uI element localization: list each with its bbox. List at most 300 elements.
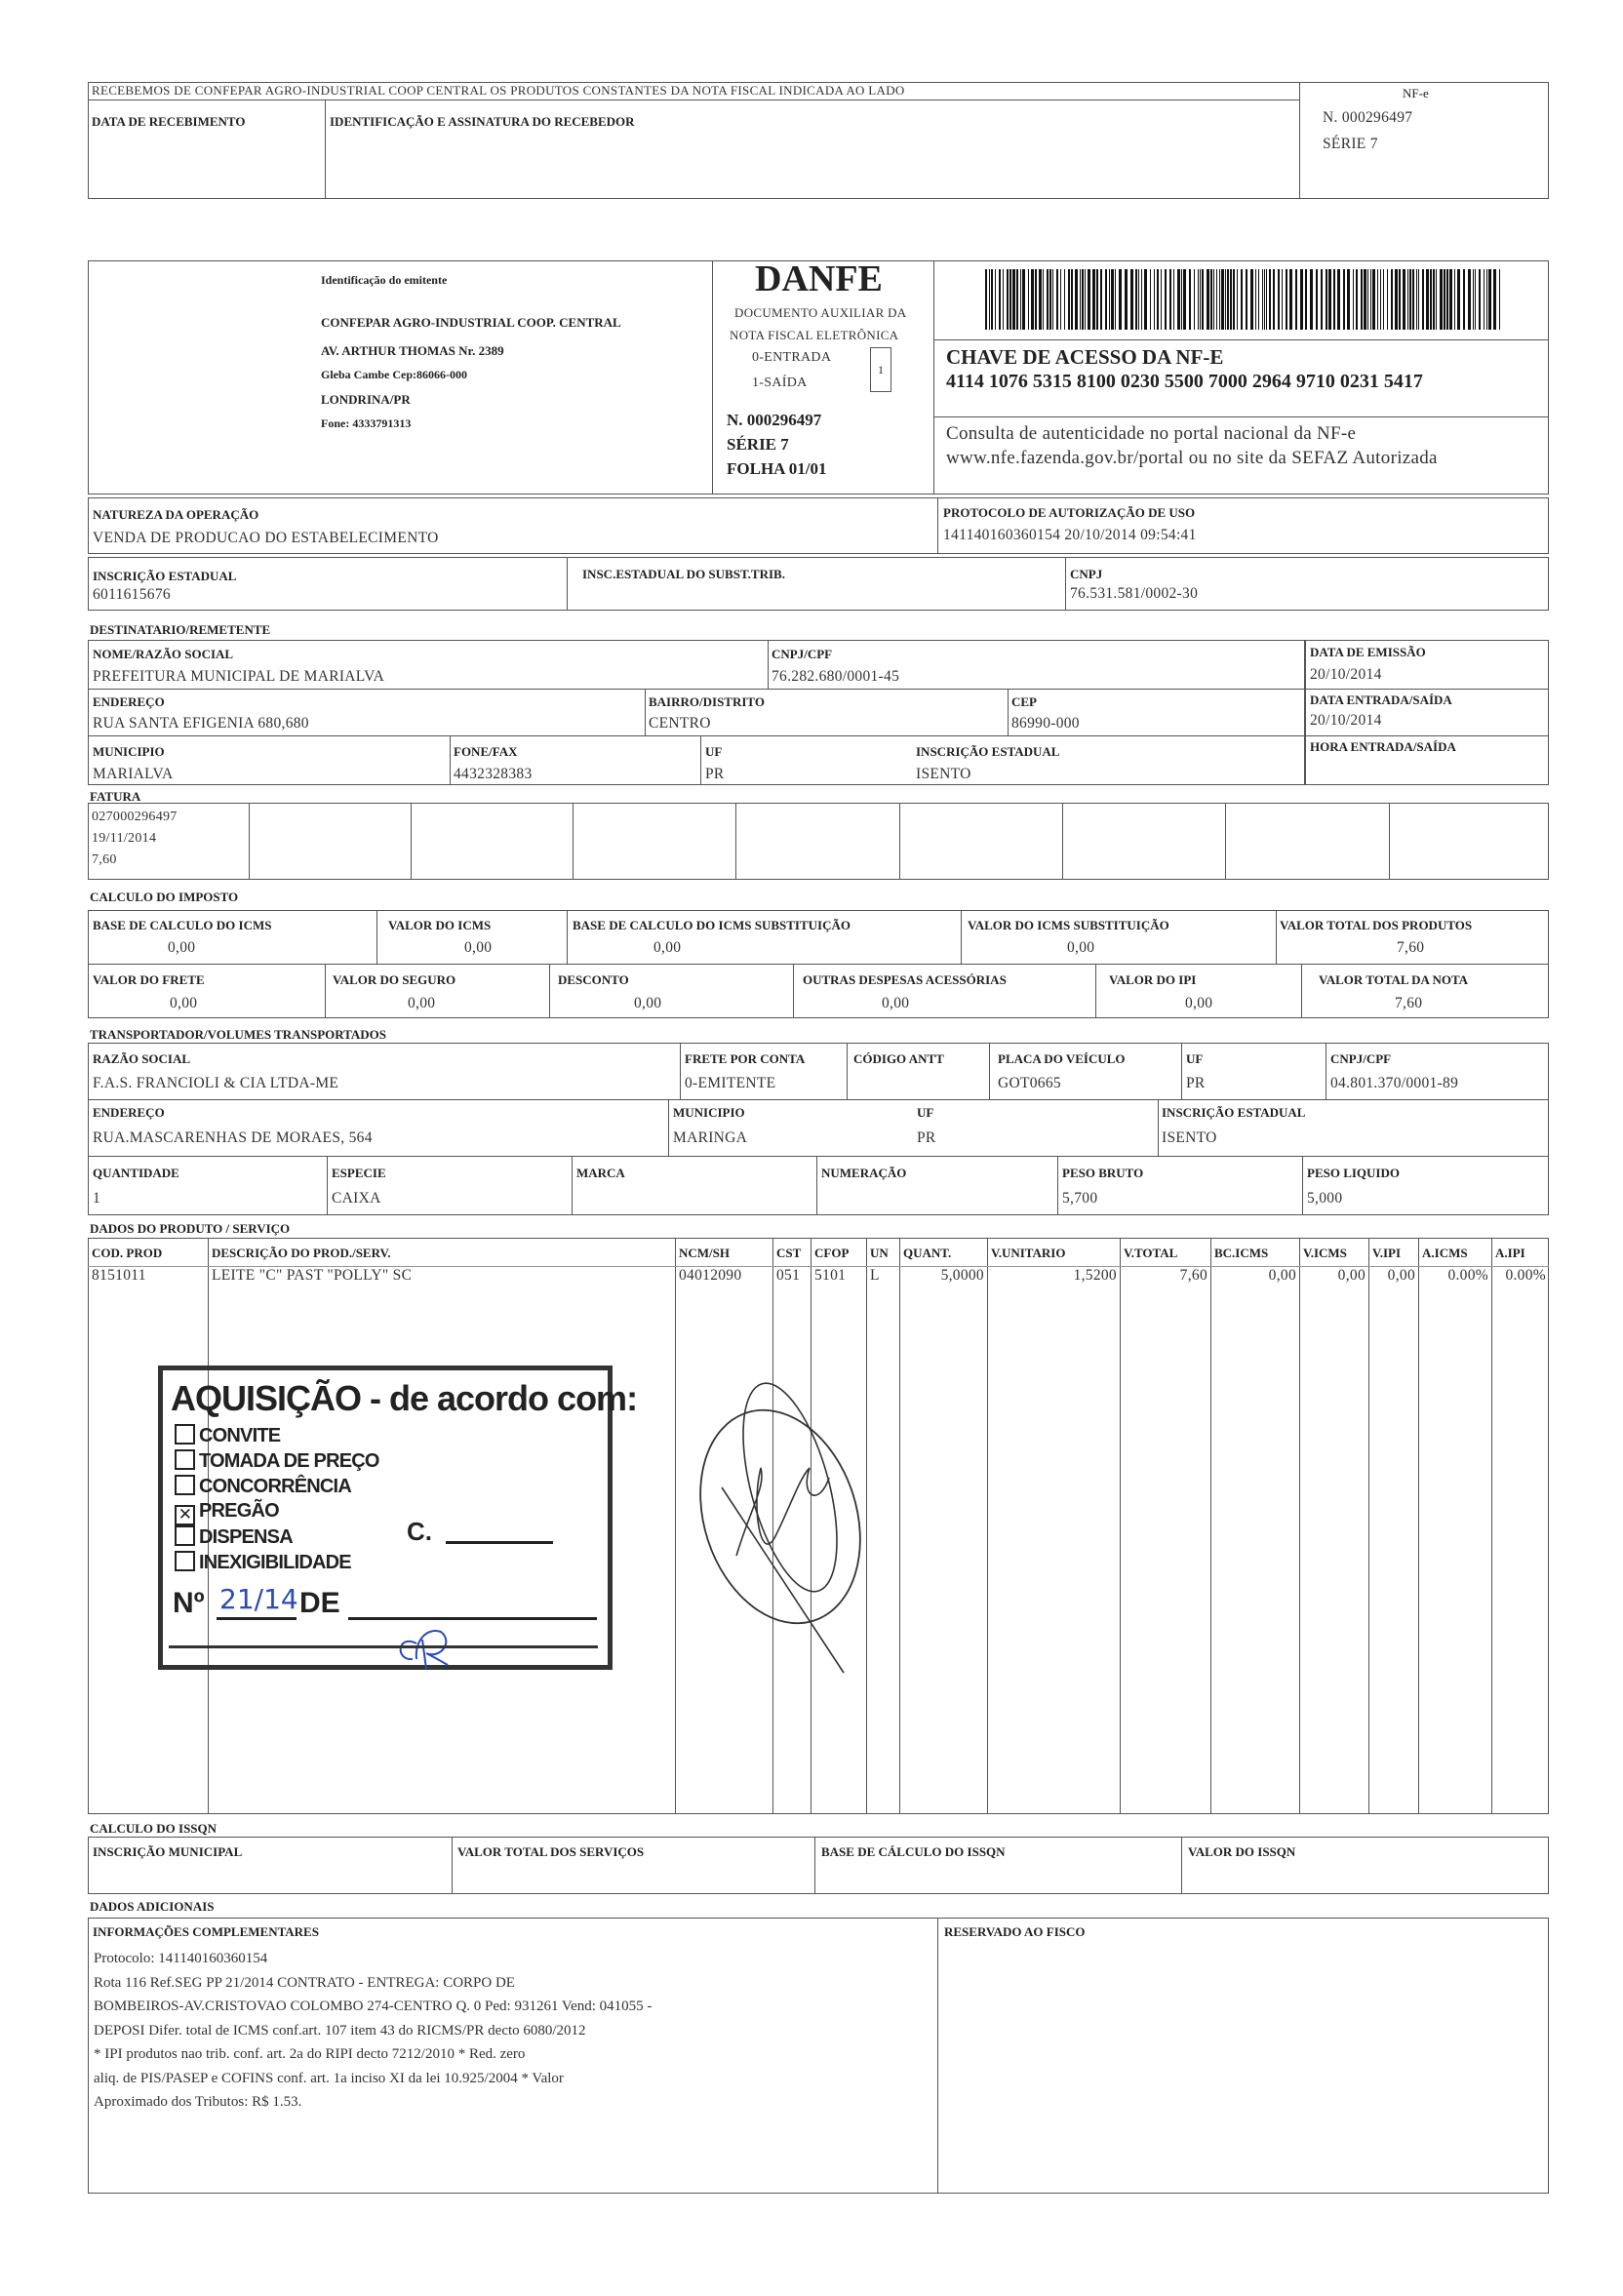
column-header: CST <box>776 1246 802 1260</box>
invoice-total: 7,60 <box>1395 995 1423 1011</box>
divider <box>411 803 412 880</box>
barcode-bar <box>1395 269 1398 330</box>
column-divider <box>899 1238 900 1814</box>
divider <box>768 640 769 689</box>
gross-weight: 5,700 <box>1062 1190 1098 1207</box>
barcode-bar <box>1169 269 1171 330</box>
issqn-base-label: BASE DE CÁLCULO DO ISSQN <box>821 1844 1006 1859</box>
receiver-signature-label: IDENTIFICAÇÃO E ASSINATURA DO RECEBEDOR <box>330 114 635 129</box>
registration-row <box>88 557 1549 611</box>
divider <box>668 1099 669 1156</box>
column-divider <box>987 1238 988 1814</box>
barcode-bar <box>1353 269 1354 330</box>
checkbox-icon <box>175 1475 195 1495</box>
barcode-bar <box>1150 269 1151 330</box>
divider <box>1158 1099 1159 1156</box>
divider <box>1305 640 1306 785</box>
barcode-bar <box>1221 269 1224 330</box>
stamp-number-line <box>217 1617 297 1620</box>
divider <box>1062 803 1063 880</box>
barcode-bar <box>1372 269 1375 330</box>
barcode-bar <box>1100 269 1102 330</box>
divider <box>1299 82 1300 199</box>
barcode-bar <box>1422 269 1424 330</box>
barcode-bar <box>1227 269 1229 330</box>
column-header: UN <box>870 1246 889 1260</box>
icms-st-value: 0,00 <box>1067 939 1095 956</box>
stamp-title: AQUISIÇÃO - de acordo com: <box>171 1378 638 1418</box>
stamp-option <box>175 1500 279 1525</box>
barcode-bar <box>1449 269 1452 330</box>
freight-payer: 0-EMITENTE <box>685 1075 776 1091</box>
barcode-bar <box>1286 269 1287 330</box>
column-divider <box>1120 1238 1121 1814</box>
barcode-bar <box>1194 269 1195 330</box>
freight-label: VALOR DO FRETE <box>93 972 205 987</box>
icms-base: 0,00 <box>168 939 196 956</box>
divider <box>1065 557 1066 611</box>
barcode-bar <box>995 269 996 330</box>
barcode-bar <box>991 269 993 330</box>
column-divider <box>1418 1238 1419 1814</box>
tax-section-title: CALCULO DO IMPOSTO <box>90 890 239 904</box>
divider <box>327 1156 328 1215</box>
barcode-bar <box>1207 269 1209 330</box>
issuer-name: CONFEPAR AGRO-INDUSTRIAL COOP. CENTRAL <box>321 315 621 330</box>
icms-value: 0,00 <box>464 939 493 956</box>
divider <box>1302 1156 1303 1215</box>
stamp-option-label: INEXIGIBILIDADE <box>199 1552 351 1573</box>
recipient-uf: PR <box>705 766 725 782</box>
barcode-bar <box>1135 269 1137 330</box>
recipient-district-label: BAIRRO/DISTRITO <box>649 694 765 709</box>
barcode-bar <box>1488 269 1491 330</box>
barcode-bar <box>1060 269 1061 330</box>
insurance: 0,00 <box>408 995 436 1011</box>
barcode-bar <box>1022 269 1025 330</box>
operation-nature: VENDA DE PRODUCAO DO ESTABELECIMENTO <box>93 530 439 546</box>
barcode-bar <box>1075 269 1078 330</box>
column-header: QUANT. <box>903 1246 952 1260</box>
barcode-bar <box>1115 269 1116 330</box>
barcode-bar <box>1125 269 1128 330</box>
antt-code-label: CÓDIGO ANTT <box>853 1051 944 1066</box>
barcode-bar <box>1183 269 1186 330</box>
column-divider <box>675 1238 676 1814</box>
divider <box>700 735 701 785</box>
barcode-bar <box>1246 269 1247 330</box>
products-total-label: VALOR TOTAL DOS PRODUTOS <box>1280 918 1473 932</box>
barcode-bar <box>1177 269 1180 330</box>
barcode-bar <box>1316 269 1318 330</box>
barcode-bar <box>1035 269 1037 330</box>
plate: GOT0665 <box>998 1075 1061 1091</box>
barcode-bar <box>1154 269 1155 330</box>
st-registration-label: INSC.ESTADUAL DO SUBST.TRIB. <box>582 567 785 581</box>
divider <box>549 964 550 1018</box>
divider <box>816 1156 817 1215</box>
stamp-c-label: C. <box>407 1517 432 1546</box>
barcode-bar <box>1007 269 1009 330</box>
barcode-bar <box>1047 269 1049 330</box>
column-divider <box>1368 1238 1369 1814</box>
stamp-option-label: TOMADA DE PREÇO <box>199 1450 379 1472</box>
recipient-district: CENTRO <box>649 715 711 732</box>
column-header: A.IPI <box>1495 1246 1525 1260</box>
recipient-cnpj-label: CNPJ/CPF <box>772 647 833 661</box>
barcode-bar <box>1444 269 1445 330</box>
carrier-uf: PR <box>1186 1075 1206 1091</box>
recipient-address: RUA SANTA EFIGENIA 680,680 <box>93 715 309 732</box>
stamp-number-label: Nº <box>173 1587 205 1619</box>
authorization-protocol-label: PROTOCOLO DE AUTORIZAÇÃO DE USO <box>943 505 1196 520</box>
barcode-bar <box>1071 269 1073 330</box>
table-cell: 04012090 <box>679 1267 742 1284</box>
barcode-bar <box>1305 269 1307 330</box>
barcode-bar <box>1255 269 1256 330</box>
barcode-bar <box>1430 269 1432 330</box>
quantity-label: QUANTIDADE <box>93 1166 179 1180</box>
divider <box>1276 910 1277 964</box>
issue-date-label: DATA DE EMISSÃO <box>1310 645 1426 659</box>
access-key-value: 4114 1076 5315 8100 0230 5500 7000 2964 9710 0231 5417 <box>946 371 1423 392</box>
icms-st-base-label: BASE DE CALCULO DO ICMS SUBSTITUIÇÃO <box>573 918 851 932</box>
freight-payer-label: FRETE POR CONTA <box>685 1051 806 1066</box>
barcode-bar <box>1085 269 1086 330</box>
barcode-bar <box>1486 269 1487 330</box>
divider <box>645 689 646 736</box>
species: CAIXA <box>332 1190 381 1207</box>
divider <box>961 910 962 964</box>
carrier-cnpj: 04.801.370/0001-89 <box>1330 1075 1459 1091</box>
table-cell: 7,60 <box>1179 1267 1207 1284</box>
stamp-option-label: DISPENSA <box>199 1526 293 1548</box>
barcode-bar <box>1468 269 1471 330</box>
stamp-date-label: DE <box>299 1587 340 1619</box>
barcode-bar <box>1454 269 1455 330</box>
barcode-bar <box>1412 269 1414 330</box>
stamp-option <box>175 1449 379 1473</box>
barcode-bar <box>1233 269 1235 330</box>
nfe-label: NF-e <box>1403 86 1429 100</box>
barcode-bar <box>1020 269 1021 330</box>
barcode-bar <box>1264 269 1265 330</box>
divider <box>572 1156 573 1215</box>
recipient-phone-label: FONE/FAX <box>454 744 518 759</box>
barcode-bar <box>1130 269 1133 330</box>
barcode-bar <box>1383 269 1384 330</box>
barcode-bar <box>1198 269 1199 330</box>
barcode-bar <box>1269 269 1271 330</box>
barcode-bar <box>1237 269 1238 330</box>
divider <box>937 1918 938 2194</box>
table-cell: 8151011 <box>92 1267 146 1284</box>
barcode-bar <box>1109 269 1110 330</box>
entry-date-label: DATA ENTRADA/SAÍDA <box>1310 693 1452 707</box>
barcode-bar <box>1343 269 1345 330</box>
checkbox-icon <box>175 1551 195 1571</box>
other-expenses-label: OUTRAS DESPESAS ACESSÓRIAS <box>803 972 1007 987</box>
barcode-bar <box>1189 269 1191 330</box>
column-divider <box>1210 1238 1211 1814</box>
barcode-bar <box>1387 269 1388 330</box>
stamp-date-line <box>348 1617 597 1620</box>
other-expenses: 0,00 <box>882 995 910 1011</box>
products-total: 7,60 <box>1397 939 1425 956</box>
barcode-bar <box>1446 269 1448 330</box>
barcode-bar <box>1377 269 1378 330</box>
discount-label: DESCONTO <box>558 972 629 987</box>
divider <box>573 803 574 880</box>
barcode-bar <box>1457 269 1460 330</box>
barcode-bar <box>1407 269 1408 330</box>
barcode-bar <box>1064 269 1065 330</box>
divider <box>325 964 326 1018</box>
column-header: A.ICMS <box>1422 1246 1468 1260</box>
stamp-c-line <box>446 1541 553 1544</box>
column-header: COD. PROD <box>92 1246 163 1260</box>
recipient-ie: ISENTO <box>916 766 971 782</box>
divider <box>376 910 377 964</box>
ipi-value-label: VALOR DO IPI <box>1109 972 1197 987</box>
info-line: BOMBEIROS-AV.CRISTOVAO COLOMBO 274-CENTRO Q. 0 Ped: 931261 Vend: 041055 - <box>94 1999 653 2014</box>
divider <box>712 260 713 495</box>
danfe-entrada: 0-ENTRADA <box>752 350 832 365</box>
barcode-bar <box>1328 269 1331 330</box>
info-line: Rota 116 Ref.SEG PP 21/2014 CONTRATO - ENTREGA: CORPO DE <box>94 1974 515 1991</box>
issuer-label: Identificação do emitente <box>321 273 448 287</box>
access-key-label: CHAVE DE ACESSO DA NF-E <box>946 345 1224 369</box>
barcode-bar <box>1092 269 1095 330</box>
recipient-name: PREFEITURA MUNICIPAL DE MARIALVA <box>93 668 385 685</box>
invoice-amount: 7,60 <box>92 852 117 867</box>
carrier-address: RUA.MASCARENHAS DE MORAES, 564 <box>93 1129 373 1146</box>
barcode-bar <box>1049 269 1051 330</box>
divider <box>452 1837 453 1894</box>
table-cell: 5101 <box>814 1267 847 1284</box>
column-header: CFOP <box>814 1246 850 1260</box>
barcode-bar <box>1403 269 1405 330</box>
checkbox-icon <box>175 1424 195 1445</box>
barcode-bar <box>1479 269 1481 330</box>
barcode-bar <box>1173 269 1174 330</box>
barcode-bar <box>1426 269 1429 330</box>
column-header: V.TOTAL <box>1124 1246 1178 1260</box>
recipient-cnpj: 76.282.680/0001-45 <box>772 668 900 685</box>
table-cell: 0,00 <box>1337 1267 1366 1284</box>
divider <box>567 910 568 964</box>
issuer-district: Gleba Cambe Cep:86066-000 <box>321 368 467 381</box>
recipient-uf-label: UF <box>705 744 723 759</box>
gross-weight-label: PESO BRUTO <box>1062 1166 1144 1180</box>
entry-date: 20/10/2014 <box>1310 712 1382 729</box>
table-cell: 1,5200 <box>1073 1267 1117 1284</box>
table-cell: 0.00% <box>1447 1267 1488 1284</box>
barcode-bar <box>1210 269 1212 330</box>
barcode-bar <box>1241 269 1243 330</box>
receipt-nf-number: N. 000296497 <box>1323 109 1413 126</box>
recipient-cep: 86990-000 <box>1011 715 1080 732</box>
table-cell: 5,0000 <box>940 1267 984 1284</box>
barcode-bar <box>1043 269 1044 330</box>
barcode-bar <box>1333 269 1335 330</box>
barcode-bar <box>1367 269 1368 330</box>
barcode-bar <box>1266 269 1267 330</box>
danfe-title: DANFE <box>755 258 883 299</box>
barcode-bar <box>1161 269 1162 330</box>
barcode-bar <box>1250 269 1253 330</box>
barcode-bar <box>1370 269 1371 330</box>
invoice-block <box>88 803 1549 880</box>
danfe-subtitle-2: NOTA FISCAL ELETRÔNICA <box>730 328 899 342</box>
barcode-bar <box>1105 269 1107 330</box>
barcode-bar <box>1225 269 1226 330</box>
insurance-label: VALOR DO SEGURO <box>333 972 456 987</box>
barcode-bar <box>1138 269 1139 330</box>
handwritten-signature <box>683 1361 878 1682</box>
divider <box>814 1837 815 1894</box>
recipient-city-label: MUNICIPIO <box>93 744 165 759</box>
divider <box>1095 964 1096 1018</box>
barcode-bar <box>1213 269 1214 330</box>
invoice-due-date: 19/11/2014 <box>92 831 157 846</box>
barcode-bar <box>1356 269 1358 330</box>
issqn-value-label: VALOR DO ISSQN <box>1188 1844 1296 1859</box>
divider <box>1181 1837 1182 1894</box>
barcode-bar <box>1096 269 1098 330</box>
issue-date: 20/10/2014 <box>1310 666 1382 683</box>
entry-time-label: HORA ENTRADA/SAÍDA <box>1310 739 1456 754</box>
info-line: Protocolo: 141140160360154 <box>94 1951 268 1966</box>
barcode-bar <box>1230 269 1232 330</box>
barcode-bar <box>1347 269 1350 330</box>
stamp-option <box>175 1475 351 1498</box>
stamp-option-label: CONCORRÊNCIA <box>199 1476 351 1497</box>
divider <box>450 735 451 785</box>
barcode-bar <box>1310 269 1313 330</box>
barcode-bar <box>1473 269 1474 330</box>
danfe-folha: FOLHA 01/01 <box>727 459 827 478</box>
stamp-option-label: PREGÃO <box>199 1500 279 1522</box>
carrier-uf-label: UF <box>1186 1051 1204 1066</box>
barcode-bar <box>1080 269 1081 330</box>
barcode-bar <box>1440 269 1443 330</box>
barcode-bar <box>1141 269 1142 330</box>
barcode-bar <box>1463 269 1465 330</box>
operation-nature-label: NATUREZA DA OPERAÇÃO <box>93 507 259 522</box>
issqn-section-title: CALCULO DO ISSQN <box>90 1821 218 1836</box>
column-header: BC.ICMS <box>1214 1246 1269 1260</box>
danfe-subtitle-1: DOCUMENTO AUXILIAR DA <box>734 305 907 320</box>
freight: 0,00 <box>170 995 198 1011</box>
invoice-total-label: VALOR TOTAL DA NOTA <box>1319 972 1469 987</box>
checkbox-icon <box>175 1449 195 1470</box>
barcode-bar <box>1088 269 1090 330</box>
recipient-ie-label: INSCRIÇÃO ESTADUAL <box>916 744 1060 759</box>
ipi-value: 0,00 <box>1185 995 1213 1011</box>
barcode-bar <box>989 269 990 330</box>
barcode-bar <box>1031 269 1034 330</box>
column-divider <box>1299 1238 1300 1814</box>
barcode-bar <box>1337 269 1340 330</box>
danfe-saida: 1-SAÍDA <box>752 376 808 390</box>
barcode-bar <box>1361 269 1363 330</box>
transport-section-title: TRANSPORTADOR/VOLUMES TRANSPORTADOS <box>90 1027 387 1042</box>
barcode-bar <box>1200 269 1201 330</box>
icms-st-value-label: VALOR DO ICMS SUBSTITUIÇÃO <box>968 918 1169 932</box>
barcode-bar <box>1300 269 1303 330</box>
divider <box>1008 689 1009 736</box>
barcode-bar <box>985 269 987 330</box>
barcode-bar <box>1418 269 1419 330</box>
barcode-bar <box>1028 269 1029 330</box>
recipient-section-title: DESTINATARIO/REMETENTE <box>90 622 271 637</box>
net-weight: 5,000 <box>1307 1190 1343 1207</box>
barcode-bar <box>1262 269 1263 330</box>
barcode-bar <box>1391 269 1393 330</box>
barcode-bar <box>1436 269 1437 330</box>
net-weight-label: PESO LIQUIDO <box>1307 1166 1400 1180</box>
stamp-option-label: CONVITE <box>199 1425 281 1446</box>
info-line: DEPOSI Difer. total de ICMS conf.art. 107 item 43 do RICMS/PR decto 6080/2012 <box>94 2022 586 2039</box>
services-total-label: VALOR TOTAL DOS SERVIÇOS <box>457 1844 645 1859</box>
column-header: NCM/SH <box>679 1246 730 1260</box>
divider <box>325 99 326 199</box>
state-registration: 6011615676 <box>93 586 171 603</box>
issuer-address: AV. ARTHUR THOMAS Nr. 2389 <box>321 343 504 358</box>
stamp-option <box>175 1424 280 1447</box>
divider <box>567 557 568 611</box>
barcode-bar <box>1282 269 1283 330</box>
barcode-bar <box>1202 269 1204 330</box>
divider <box>937 497 938 554</box>
column-header: V.IPI <box>1372 1246 1402 1260</box>
divider <box>1225 803 1226 880</box>
carrier-address-label: ENDEREÇO <box>93 1105 165 1120</box>
table-cell: 0,00 <box>1387 1267 1415 1284</box>
plate-label: PLACA DO VEÍCULO <box>998 1051 1126 1066</box>
receipt-header: RECEBEMOS DE CONFEPAR AGRO-INDUSTRIAL COOP CENTRAL OS PRODUTOS CONSTANTES DA NOTA FISCAL INDICADA AO LADO <box>92 83 905 98</box>
divider <box>793 964 794 1018</box>
divider <box>899 803 900 880</box>
checkbox-icon <box>175 1525 195 1546</box>
divider <box>1301 964 1302 1018</box>
info-line: * IPI produtos nao trib. conf. art. 2a do RIPI decto 7212/2010 * Red. zero <box>94 2046 526 2062</box>
barcode-bar <box>1416 269 1417 330</box>
barcode-bar <box>1068 269 1070 330</box>
barcode <box>985 269 1502 330</box>
issuer-cnpj-label: CNPJ <box>1070 567 1103 581</box>
table-cell: 0.00% <box>1505 1267 1546 1284</box>
carrier-name: F.A.S. FRANCIOLI & CIA LTDA-ME <box>93 1075 339 1091</box>
barcode-bar <box>999 269 1001 330</box>
fisco-reserved-label: RESERVADO AO FISCO <box>944 1924 1086 1939</box>
barcode-bar <box>1016 269 1018 330</box>
divider <box>1389 803 1390 880</box>
carrier-uf2-label: UF <box>917 1105 934 1120</box>
barcode-bar <box>1119 269 1122 330</box>
consult-text-1: Consulta de autenticidade no portal nacional da NF-e <box>946 423 1357 444</box>
info-line: aliq. de PIS/PASEP e COFINS conf. art. 1a inciso XI da lei 10.925/2004 * Valor <box>94 2070 564 2086</box>
carrier-city-label: MUNICIPIO <box>673 1105 745 1120</box>
state-registration-label: INSCRIÇÃO ESTADUAL <box>93 569 237 583</box>
barcode-bar <box>1278 269 1280 330</box>
table-cell: LEITE "C" PAST "POLLY" SC <box>212 1267 413 1284</box>
danfe-serie: SÉRIE 7 <box>727 435 789 454</box>
consult-text-2: www.nfe.fazenda.gov.br/portal ou no site da SEFAZ Autorizada <box>946 448 1438 468</box>
column-divider <box>1491 1238 1492 1814</box>
stamp-option <box>175 1525 293 1549</box>
